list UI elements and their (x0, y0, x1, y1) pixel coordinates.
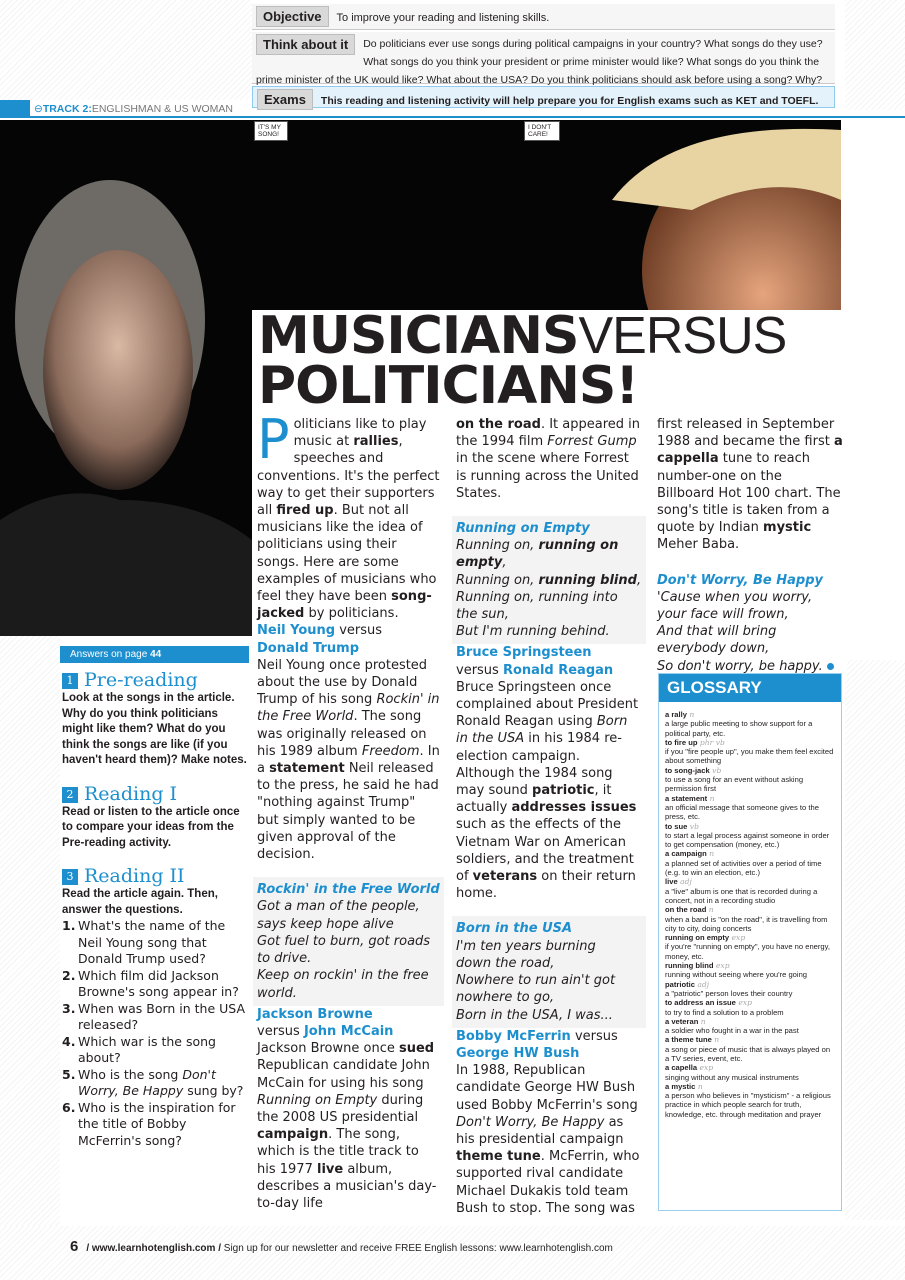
hatch-left (0, 636, 60, 1226)
hatch-right (845, 660, 905, 1220)
glossary-pos: vb (709, 765, 722, 775)
glossary-list (659, 702, 841, 1123)
glossary-pos: n (706, 905, 714, 915)
mcferrin-paragraph-part2: first released in September 1988 and became the first a cappella tune to reach number-one on the Billboard Hot 100 chart. The song's title is taken from a quote by Indian mystic Meher Baba. (657, 417, 843, 553)
answers-bar: Answers on page 44 (60, 646, 249, 663)
think-text: Do politicians ever use songs during political campaigns in your country? What songs do they use? What songs do you think your president or prime minister would like? What songs do you think the prime minister of the UK would like? What about the USA? Do you think politicians should ask before using a song? Why? (256, 38, 823, 86)
glossary-pos: phr vb (697, 737, 725, 747)
exams-label: Exams (257, 89, 313, 110)
glossary-pos: exp (735, 998, 752, 1008)
glossary-pos: n (706, 849, 715, 859)
glossary-definition: a large public meeting to show support for a political party, etc. (665, 719, 813, 738)
glossary-pos: n (686, 710, 695, 719)
objective-label: Objective (256, 6, 329, 27)
glossary-entry (665, 1035, 835, 1063)
lyrics-born: Born in the USA I'm ten years burning down the road, Nowhere to run ain't got nowhere to go, Born in the USA, I was... (452, 916, 646, 1027)
lyrics-running: Running on Empty Running on, running on empty, Running on, running blind, Running on, running into the sun, But I'm running behind. (452, 516, 646, 644)
glossary-entry (665, 794, 835, 822)
play-icon: ⊖ (34, 103, 43, 115)
article-column-2 (456, 416, 642, 1217)
glossary-term: running on empty (665, 933, 730, 943)
lyrics-rockin: Rockin' in the Free World Got a man of the people, says keep hope alive Got fuel to burn, got roads to drive. Keep on rockin' in the free world. (253, 877, 444, 1005)
header-panel (252, 4, 835, 112)
donald-trump-photo (252, 120, 841, 310)
hatch-top-right (845, 0, 905, 110)
footer-url[interactable]: / www.learnhotenglish.com / (86, 1243, 221, 1254)
glossary-entry (665, 822, 835, 850)
glossary-term: a statement (665, 793, 708, 803)
glossary-term: a capella (665, 1063, 698, 1073)
reading-1-heading: 2 Reading I (62, 783, 247, 805)
glossary-entry (665, 877, 835, 905)
glossary-entry (665, 905, 835, 933)
pre-reading-heading: 1 Pre-reading (62, 669, 247, 691)
glossary-definition: a person who believes in "mysticism" - a religious practice in which people search for truth, knowledge, etc. through meditation and prayer (665, 1091, 831, 1119)
glossary-entry (665, 766, 835, 794)
question-item: 3. When was Born in the USA released? (62, 1000, 245, 1032)
section-heading-neil-young: Neil Young versus Donald Trump (257, 623, 383, 656)
glossary-definition: a planned set of activities over a period of time (e.g. to win an election, etc.) (665, 858, 822, 878)
glossary-definition: a "live" album is one that is recorded during a concert, not in a recording studio (665, 886, 818, 905)
glossary-pos: exp (713, 961, 730, 971)
glossary-term: patriotic (665, 979, 695, 989)
section-heading-springsteen: Bruce Springsteen versus Ronald Reagan (456, 645, 614, 678)
section-heading-mcferrin: Bobby McFerrin versus George HW Bush (456, 1028, 618, 1061)
question-item: 2. Which film did Jackson Browne's song appear in? (62, 967, 239, 999)
glossary-title: GLOSSARY (659, 674, 841, 702)
glossary-term: to sue (665, 821, 688, 831)
glossary-pos: adj (694, 979, 710, 989)
article-column-1 (257, 408, 440, 1212)
glossary-definition: a song or piece of music that is always played on a TV series, event, etc. (665, 1044, 831, 1063)
title-line-2: POLITICIANS! (258, 356, 639, 416)
glossary-definition: to start a legal process against someone in order to get compensation (money, etc.) (665, 830, 830, 850)
neil-young-photo (0, 120, 252, 636)
glossary-term: live (665, 877, 678, 887)
think-label: Think about it (256, 34, 355, 55)
glossary-entry (665, 1063, 835, 1082)
glossary-box (658, 673, 842, 1211)
jackson-browne-paragraph-part1: Jackson Browne once sued Republican candidate John McCain for using his song Running on Empty during the 2008 US presidential campaign. The song, which is the title track to his 1977 live album, describes a musician's day-to-day life (257, 1041, 437, 1211)
reading-2-instructions: Read the article again. Then, answer the questions. (62, 888, 218, 916)
glossary-definition: an official message that someone gives to the press, etc. (665, 802, 819, 822)
track-label[interactable]: ⊖TRACK 2:ENGLISHMAN & US WOMAN (34, 103, 233, 115)
glossary-definition: if you're "running on empty", you have no energy, money, etc. (665, 942, 831, 961)
glossary-term: running blind (665, 961, 714, 971)
pre-reading-instructions: Look at the songs in the article. Why do you think politicians might like them? What do you think the songs are like (if you haven't heard them)? Make notes. (62, 692, 247, 766)
page-number: 6 (70, 1238, 79, 1255)
springsteen-paragraph: Bruce Springsteen once complained about President Ronald Reagan using Born in the USA in his 1984 re-election campaign. Although the 1984 song may sound patriotic, it actually addresses issues such as the effects of the Vietnam War on American soldiers, and the treatment of veterans on their return home. (456, 679, 639, 902)
glossary-entry (665, 710, 835, 738)
glossary-definition: running without seeing where you're going (665, 970, 808, 980)
glossary-pos: exp (729, 933, 746, 943)
footer (0, 1226, 905, 1280)
glossary-pos: n (711, 1035, 720, 1045)
question-item: 5. Who is the song Don't Worry, Be Happy sung by? (62, 1066, 244, 1098)
glossary-definition: a soldier who fought in a war in the past (665, 1026, 799, 1036)
glossary-entry (665, 980, 835, 999)
speech-bubble-left: IT'S MY SONG! (254, 121, 288, 141)
title-line-1: MUSICIANSVERSUS (258, 306, 787, 366)
hatch-top-left (0, 0, 252, 100)
glossary-definition: to use a song for an event without asking permission first (665, 775, 804, 794)
glossary-entry (665, 849, 835, 877)
glossary-term: a rally (665, 710, 687, 719)
glossary-entry (665, 738, 835, 766)
glossary-entry (665, 1017, 835, 1036)
glossary-term: a veteran (665, 1016, 699, 1026)
speech-bubble-right: I DON'T CARE! (524, 121, 560, 141)
section-heading-jackson-browne: Jackson Browne versus John McCain (257, 1006, 394, 1039)
neil-young-paragraph: Neil Young once protested about the use by Donald Trump of his song Rockin' in the Free World. The song was originally released on his 1989 album Freedom. In a statement Neil released to the press, he said he had "nothing against Trump" but simply wanted to be given approval of the decision. (257, 657, 440, 863)
end-mark-icon (827, 663, 834, 670)
exercise-panel (62, 646, 247, 1149)
glossary-pos: exp (697, 1063, 714, 1073)
glossary-term: a theme tune (665, 1035, 712, 1045)
glossary-definition: to try to find a solution to a problem (665, 1007, 784, 1017)
glossary-pos: n (695, 1081, 703, 1091)
jackson-browne-paragraph-part2: on the road. It appeared in the 1994 film Forrest Gump in the scene where Forrest is running across the United States. (456, 417, 641, 501)
exams-text: This reading and listening activity will help prepare you for English exams such as KET and TOEFL. (320, 95, 819, 107)
intro-paragraph: Politicians like to play music at rallies, speeches and conventions. It's the perfect way to get their supporters all fired up. But not all musicians like the idea of politicians using their songs. Here are some examples of musicians who feel they have been song-jacked by politicians. (257, 408, 440, 622)
objective-text: To improve your reading and listening skills. (336, 12, 550, 24)
glossary-definition: when a band is "on the road", it is travelling from city to city, doing concerts (665, 914, 828, 933)
reading-2-heading: 3 Reading II (62, 865, 247, 887)
footer-text: Sign up for our newsletter and receive FREE English lessons: www.learnhotenglish.com (223, 1243, 613, 1254)
glossary-term: to song-jack (665, 765, 710, 775)
glossary-pos: vb (687, 821, 699, 831)
question-list (62, 918, 247, 1149)
article-column-3 (657, 416, 843, 679)
glossary-term: to fire up (665, 737, 698, 747)
glossary-term: on the road (665, 905, 707, 915)
glossary-entry (665, 1082, 835, 1119)
glossary-definition: if you "fire people up", you make them feel excited about something (665, 747, 834, 766)
lyrics-dont-worry: Don't Worry, Be Happy 'Cause when you worry, your face will frown, And that will bring everybody down, So don't worry, be happy. (653, 568, 847, 679)
reading-1-instructions: Read or listen to the article once to compare your ideas from the Pre-reading activity. (62, 805, 240, 849)
glossary-definition: singing without any musical instruments (665, 1072, 799, 1082)
glossary-entry (665, 933, 835, 961)
question-item: 4. Which war is the song about? (62, 1033, 216, 1065)
glossary-term: a mystic (665, 1081, 696, 1091)
glossary-term: a campaign (665, 849, 707, 859)
glossary-pos: n (707, 793, 715, 803)
glossary-definition: a "patriotic" person loves their country (665, 988, 793, 998)
glossary-pos: adj (677, 877, 692, 887)
glossary-pos: n (698, 1016, 706, 1026)
mcferrin-paragraph-part1: In 1988, Republican candidate George HW Bush used Bobby McFerrin's song Don't Worry, Be Happy as his presidential campaign theme tune. McFerrin, who supported rival candidate Michael Dukakis told team Bush to stop. The song was (456, 1063, 640, 1216)
question-item: 6. Who is the inspiration for the title of Bobby McFerrin's song? (62, 1099, 236, 1148)
glossary-entry (665, 961, 835, 980)
glossary-entry (665, 998, 835, 1017)
glossary-term: to address an issue (665, 998, 736, 1008)
question-item: 1. What's the name of the Neil Young song that Donald Trump used? (62, 918, 226, 966)
